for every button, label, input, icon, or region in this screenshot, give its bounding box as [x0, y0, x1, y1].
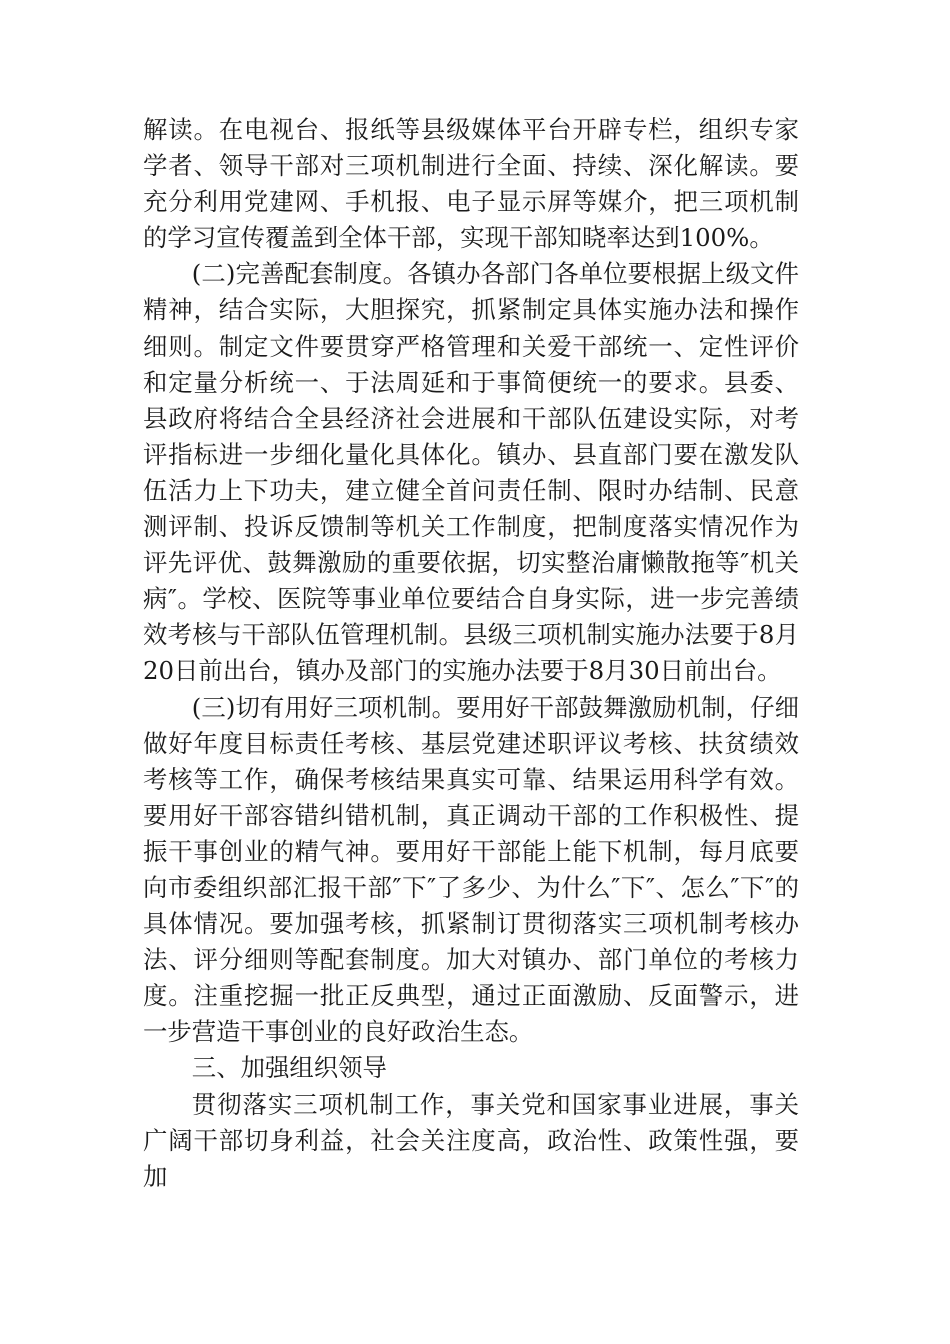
paragraph-implementation-work: 贯彻落实三项机制工作，事关党和国家事业进展，事关广阔干部切身利益，社会关注度高，政治性、政策性强，要加	[143, 1089, 799, 1191]
document-page	[143, 112, 799, 1195]
paragraph-media-interpretation: 解读。在电视台、报纸等县级媒体平台开辟专栏，组织专家学者、领导干部对三项机制进行全面、持续、深化解读。要充分利用党建网、手机报、电子显示屏等媒介，把三项机制的学习宣传覆盖到全体干部，实现干部知晓率达到100%。	[143, 115, 799, 253]
paragraph-use-three-mechanisms: (三)切有用好三项机制。要用好干部鼓舞激励机制，仔细做好年度目标责任考核、基层党建述职评议考核、扶贫绩效考核等工作，确保考核结果真实可靠、结果运用科学有效。要用好干部容错纠错机制，真正调动干部的工作积极性、提振干事创业的精气神。要用好干部能上能下机制，每月底要向市委组织部汇报干部″下″了多少、为什么″下″、怎么″下″的具体情况。要加强考核，抓紧制订贯彻落实三项机制考核办法、评分细则等配套制度。加大对镇办、部门单位的考核力度。注重挖掘一批正反典型，通过正面激励、反面警示，进一步营造干事创业的良好政治生态。	[143, 692, 799, 1047]
paragraph-supporting-systems: (二)完善配套制度。各镇办各部门各单位要根据上级文件精神，结合实际，大胆探究，抓紧制定具体实施办法和操作细则。制定文件要贯穿严格管理和关爱干部统一、定性评价和定量分析统一、于法周延和于事简便统一的要求。县委、县政府将结合全县经济社会进展和干部队伍建设实际，对考评指标进一步细化量化具体化。镇办、县直部门要在激发队伍活力上下功夫，建立健全首问责任制、限时办结制、民意测评制、投诉反馈制等机关工作制度，把制度落实情况作为评先评优、鼓舞激励的重要依据，切实整治庸懒散拖等″机关病″。学校、医院等事业单位要结合自身实际，进一步完善绩效考核与干部队伍管理机制。县级三项机制实施办法要于8月20日前出台，镇办及部门的实施办法要于8月30日前出台。	[143, 259, 799, 686]
section-heading-organization-leadership: 三、加强组织领导	[191, 1053, 387, 1083]
